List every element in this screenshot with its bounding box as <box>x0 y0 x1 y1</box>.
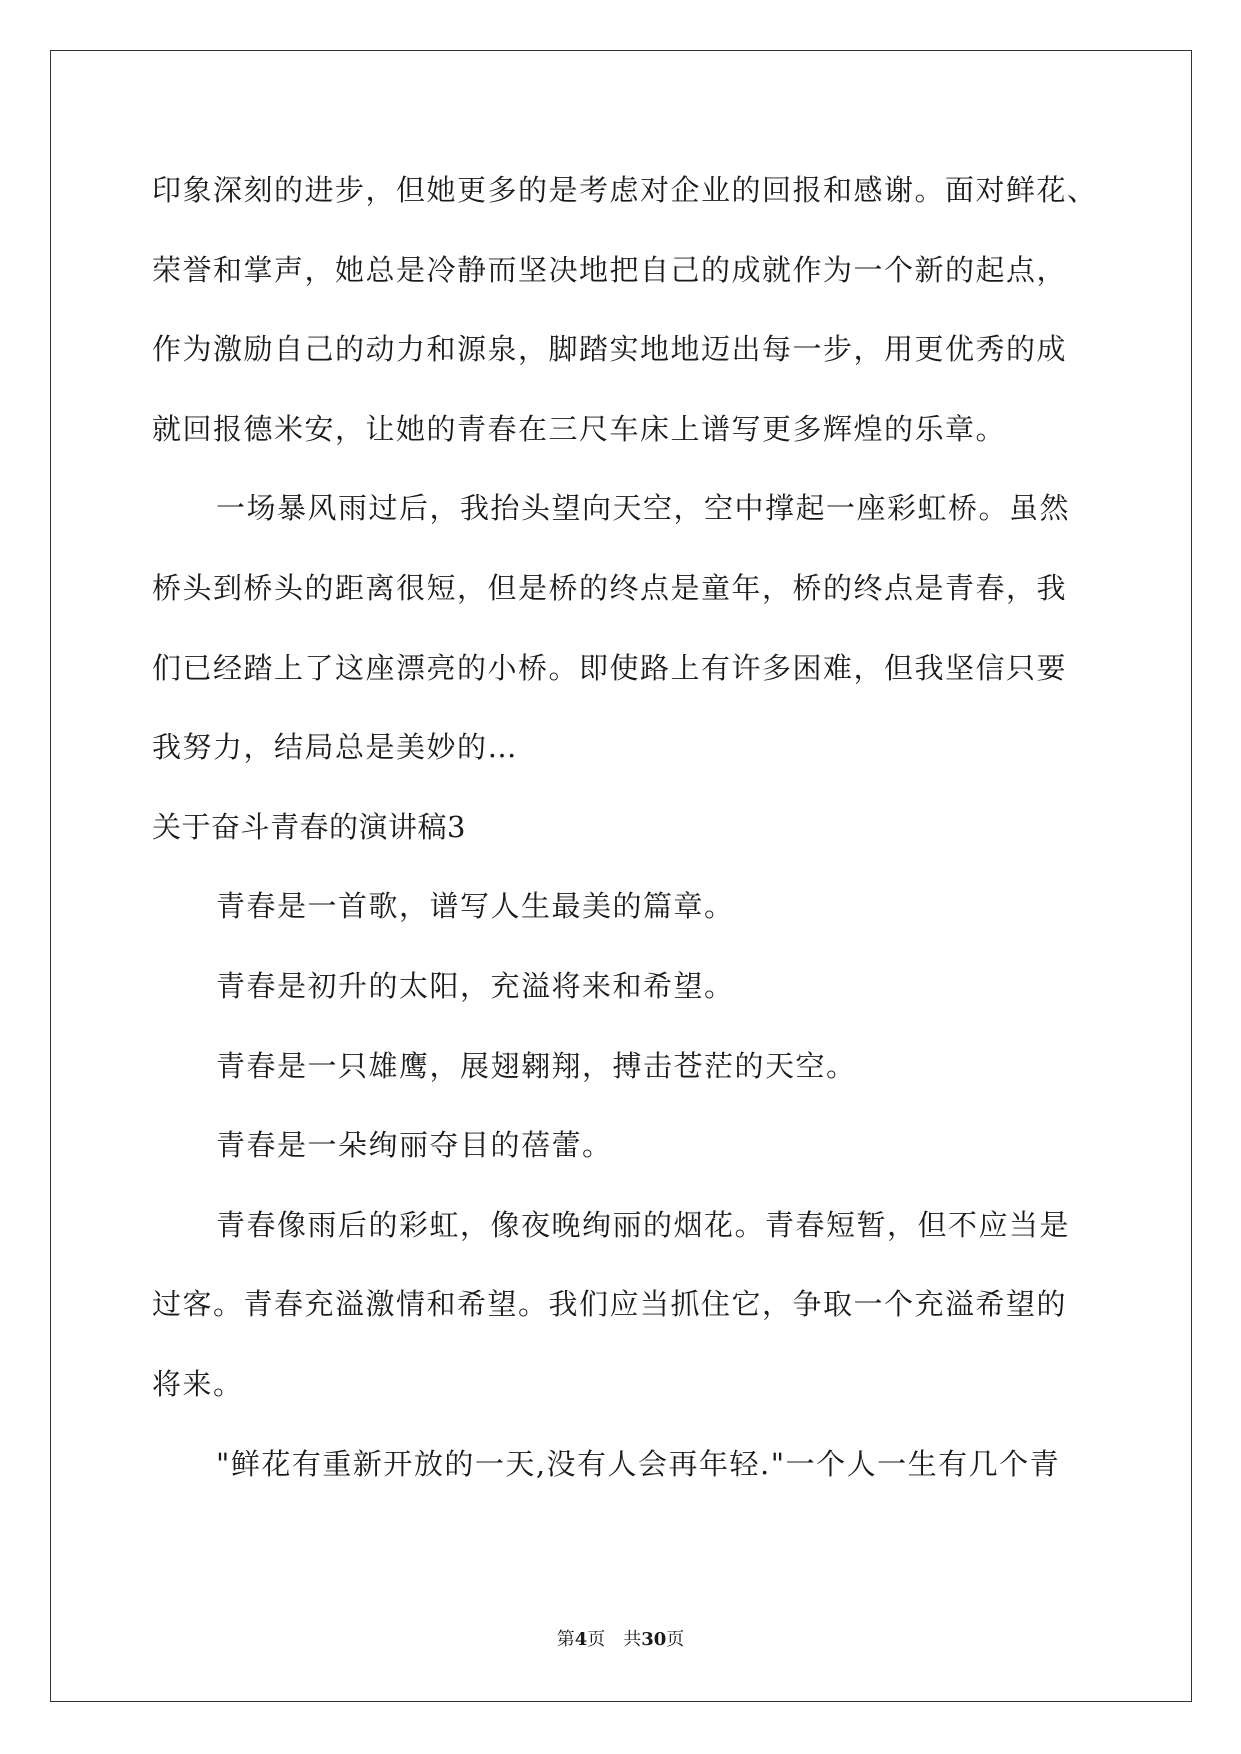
paragraph-first-line: 青春是初升的太阳，充溢将来和希望。 <box>216 968 735 1003</box>
paragraph-first-line: 青春像雨后的彩虹，像夜晚绚丽的烟花。青春短暂，但不应当是 <box>216 1207 1071 1242</box>
text-line: 荣誉和掌声，她总是冷静而坚决地把自己的成就作为一个新的起点， <box>152 252 1068 287</box>
text-line: 将来。 <box>152 1366 244 1401</box>
footer-total-prefix: 共 <box>623 1629 642 1650</box>
text-line: 过客。青春充溢激情和希望。我们应当抓住它，争取一个充溢希望的 <box>152 1287 1068 1322</box>
paragraph-first-line: 一场暴风雨过后，我抬头望向天空，空中撑起一座彩虹桥。虽然 <box>216 491 1071 526</box>
page-footer <box>0 1625 1241 1651</box>
current-page-number: 4 <box>574 1629 588 1650</box>
footer-total-suffix: 页 <box>666 1629 685 1650</box>
paragraph-first-line: 青春是一朵绚丽夺目的蓓蕾。 <box>216 1128 613 1163</box>
text-line: 我努力，结局总是美妙的… <box>152 730 519 765</box>
text-line: 作为激励自己的动力和源泉，脚踏实地地迈出每一步，用更优秀的成 <box>152 332 1068 367</box>
paragraph-first-line: 青春是一首歌，谱写人生最美的篇章。 <box>216 889 735 924</box>
text-line: 印象深刻的进步，但她更多的是考虑对企业的回报和感谢。面对鲜花、 <box>152 173 1098 207</box>
document-body <box>152 155 1098 1508</box>
text-line: 们已经踏上了这座漂亮的小桥。即使路上有许多困难，但我坚信只要 <box>152 650 1068 685</box>
paragraph-first-line: "鲜花有重新开放的一天,没有人会再年轻."一个人一生有几个青 <box>216 1446 1061 1481</box>
text-line: 就回报德米安，让她的青春在三尺车床上谱写更多辉煌的乐章。 <box>152 411 1007 446</box>
footer-page-suffix: 页 <box>587 1629 606 1650</box>
text-line: 桥头到桥头的距离很短，但是桥的终点是童年，桥的终点是青春，我 <box>152 570 1068 605</box>
footer-prefix: 第 <box>556 1629 575 1650</box>
paragraph-first-line: 青春是一只雄鹰，展翅翱翔，搏击苍茫的天空。 <box>216 1048 857 1083</box>
section-heading: 关于奋斗青春的演讲稿3 <box>152 809 466 844</box>
total-page-count: 30 <box>641 1629 667 1650</box>
